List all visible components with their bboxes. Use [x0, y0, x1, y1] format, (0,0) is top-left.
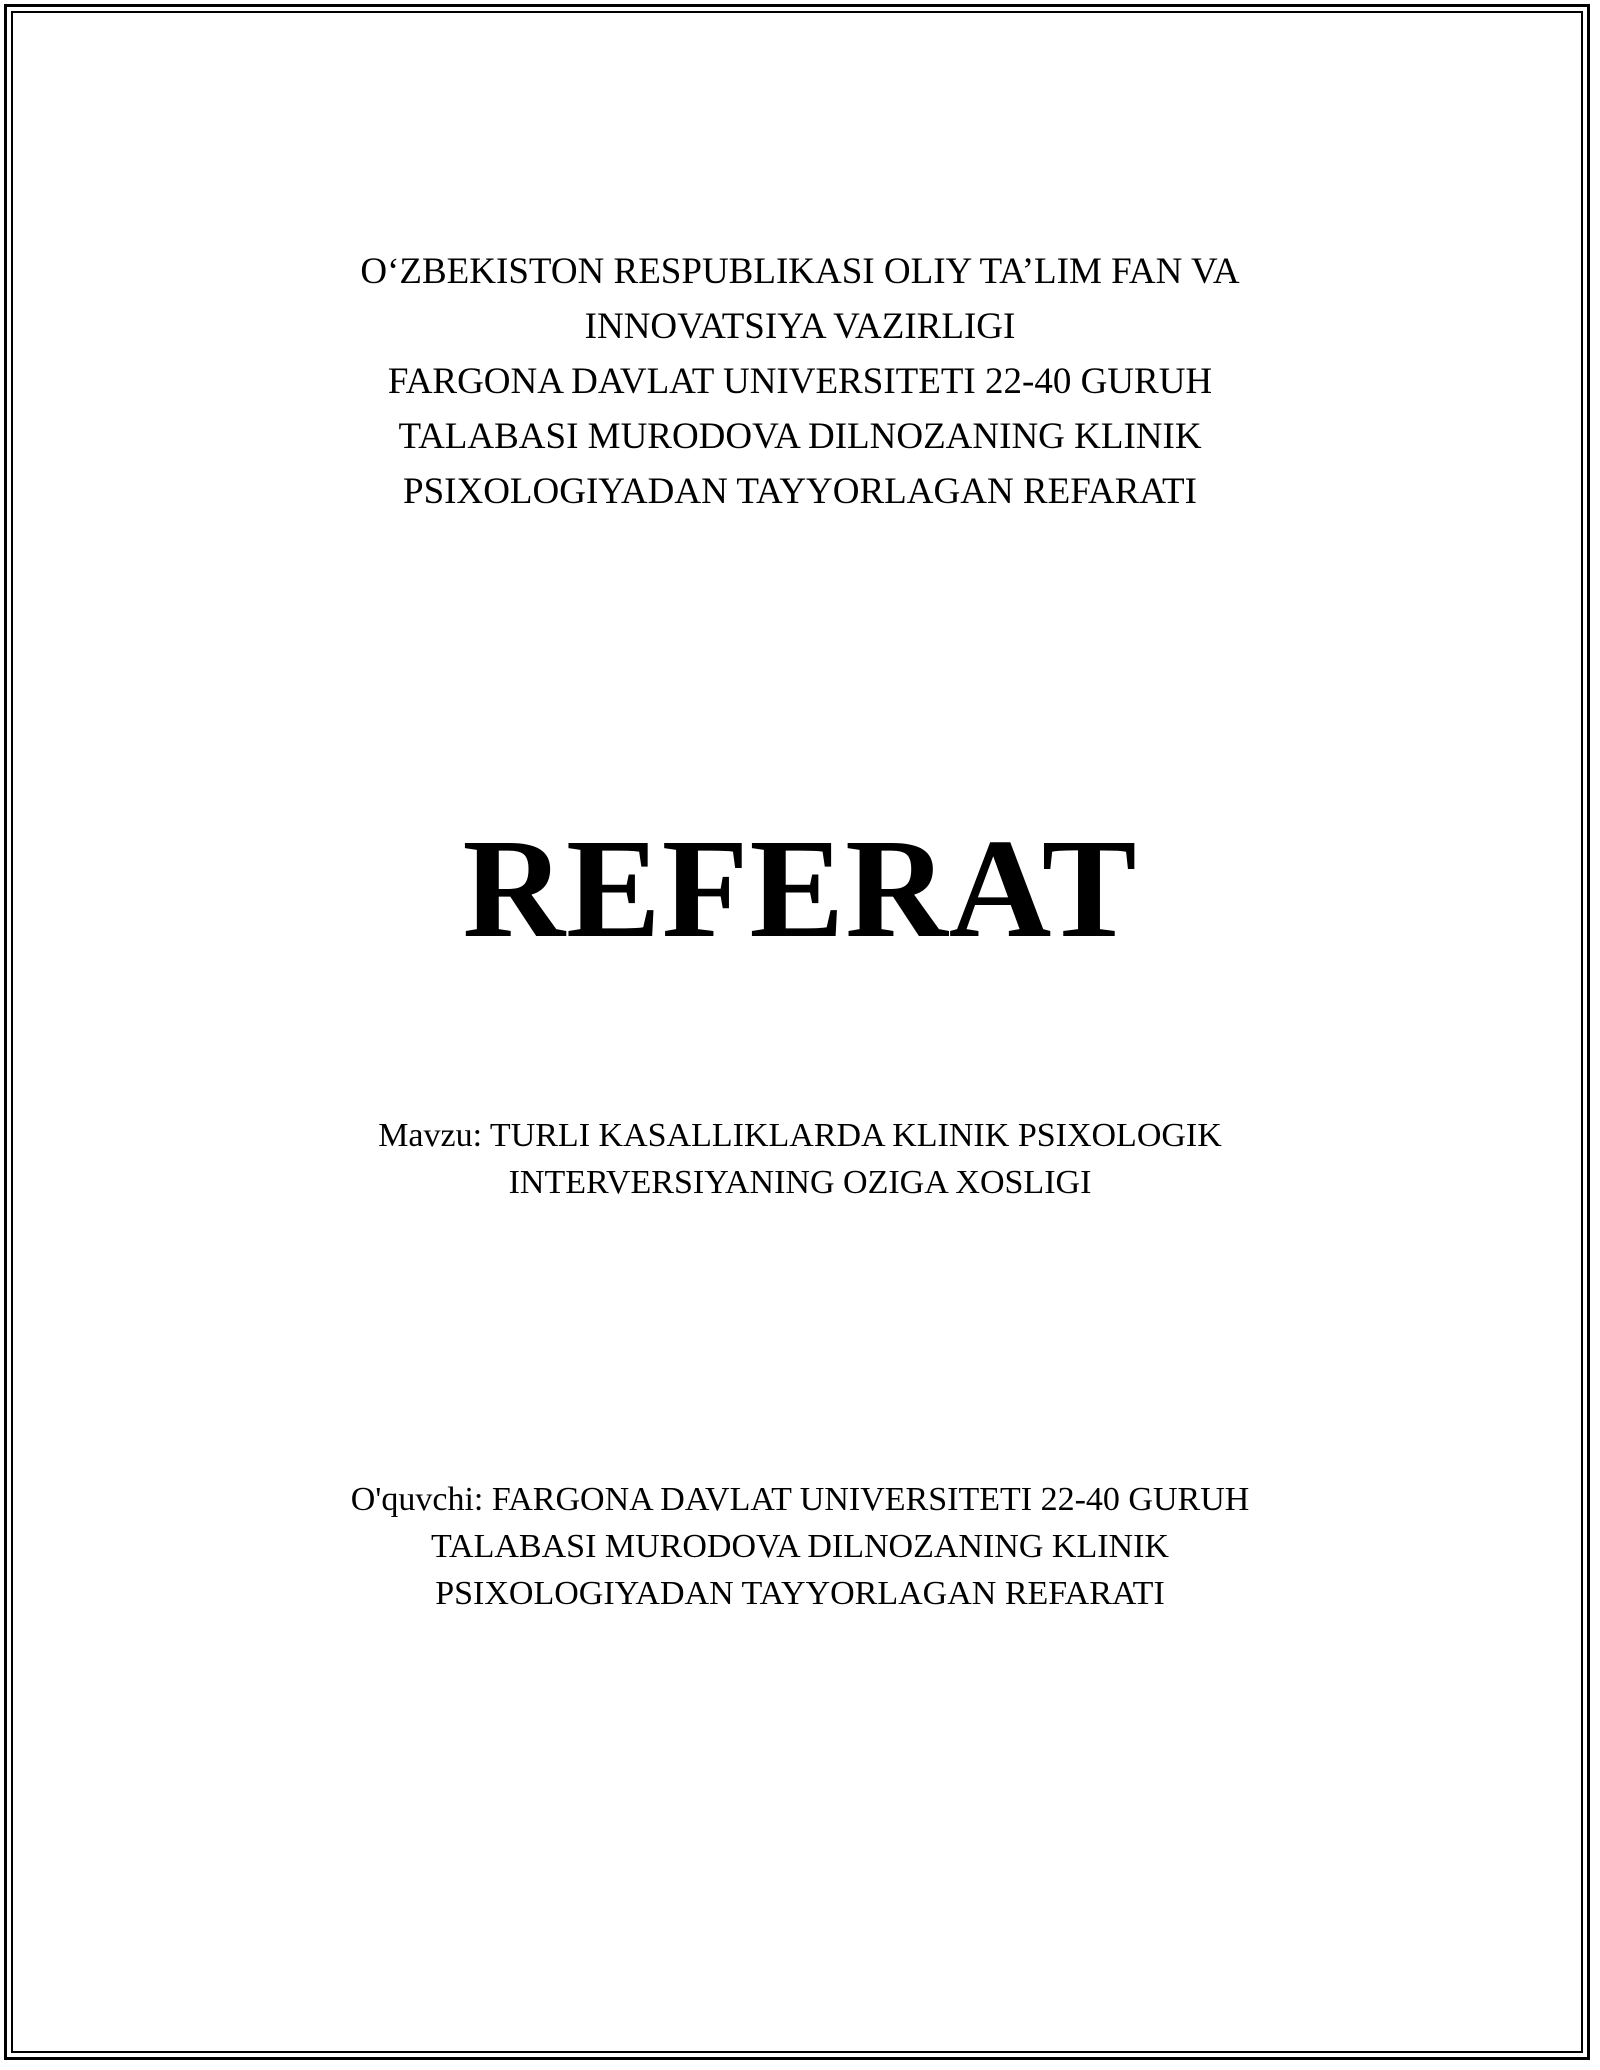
topic-line: Mavzu: TURLI KASALLIKLARDA KLINIK PSIXOLOGIK: [378, 1117, 1222, 1154]
student-block: [0, 1476, 1600, 1617]
student-line: TALABASI MURODOVA DILNOZANING KLINIK: [431, 1528, 1169, 1565]
ministry-header: [0, 244, 1600, 519]
document-title: REFERAT: [462, 809, 1138, 967]
header-line: INNOVATSIYA VAZIRLIGI: [584, 306, 1016, 347]
student-line: PSIXOLOGIYADAN TAYYORLAGAN REFARATI: [435, 1575, 1165, 1612]
header-line: PSIXOLOGIYADAN TAYYORLAGAN REFARATI: [403, 471, 1197, 512]
topic-line: INTERVERSIYANING OZIGA XOSLIGI: [508, 1164, 1092, 1201]
header-line: TALABASI MURODOVA DILNOZANING KLINIK: [398, 416, 1202, 457]
header-line: O‘ZBEKISTON RESPUBLIKASI OLIY TA’LIM FAN VA: [360, 251, 1240, 292]
topic-block: [0, 1112, 1600, 1206]
header-line: FARGONA DAVLAT UNIVERSITETI 22-40 GURUH: [387, 361, 1213, 402]
student-line: O'quvchi: FARGONA DAVLAT UNIVERSITETI 22-40 GURUH: [350, 1481, 1250, 1518]
